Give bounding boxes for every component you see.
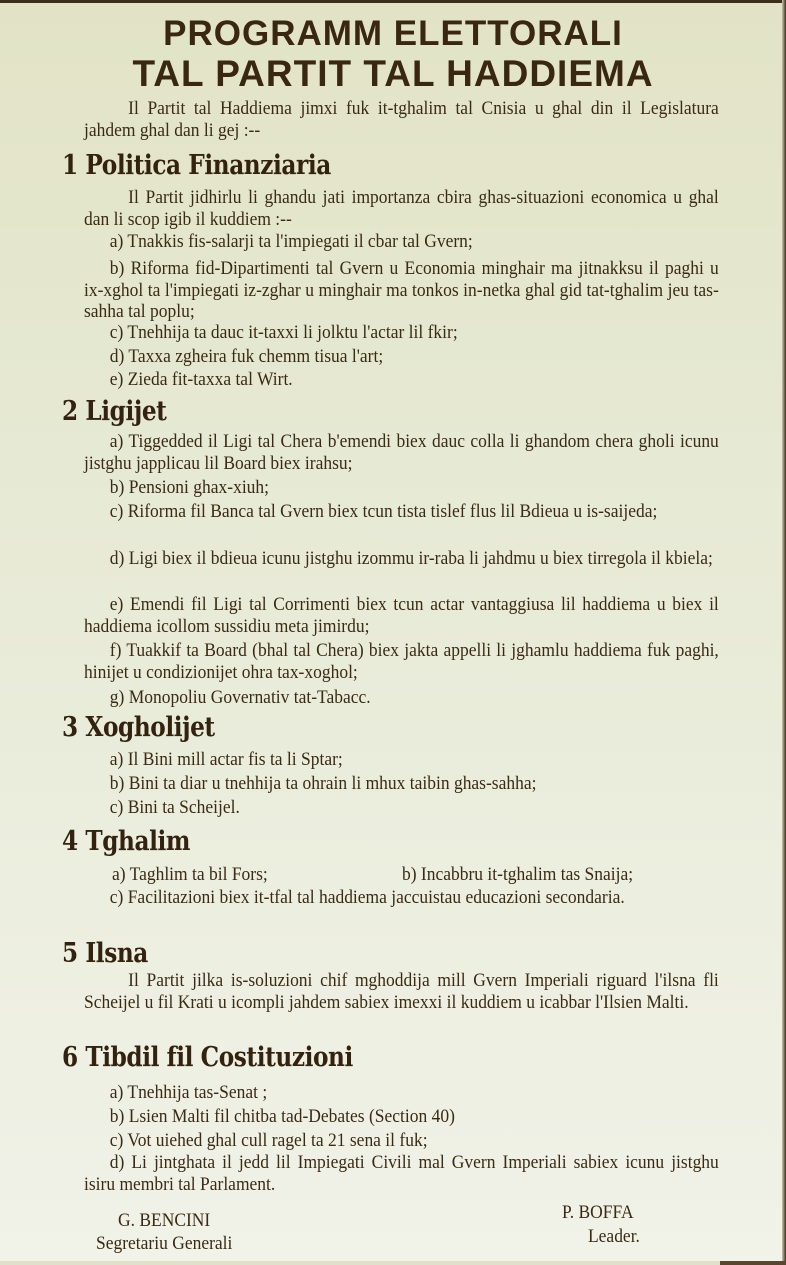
section-5-intro: Il Partit jilka is-soluzioni chif mghoddija mill Gvern Imperiali riguard l'ilsna fli Scheijel u fil Krati u icompli jahdem sabiex imexxi il kuddiem u icabbar l'Ilsien Malti. bbox=[84, 970, 719, 1013]
section-heading-4: 4 Tghalim bbox=[62, 826, 191, 857]
signature-role-leader: Leader. bbox=[588, 1226, 640, 1247]
section-3-item-b: b) Bini ta diar u tnehhija ta ohrain li mhux taibin ghas-sahha; bbox=[109, 773, 537, 794]
signature-name-secretary: G. BENCINI bbox=[118, 1210, 211, 1231]
signature-role-secretary: Segretariu Generali bbox=[96, 1233, 233, 1254]
section-1-item-b: b) Riforma fid-Dipartimenti tal Gvern u Economia minghair ma jitnakksu il paghi u ix-xghol ta l'impiegati iz-zghar u minghair ma tonkos in-netka ghal gid tat-tghalim jeu tas-sahha tal poplu; bbox=[84, 258, 719, 322]
section-1-item-a: a) Tnakkis fis-salarji ta l'impiegati il cbar tal Gvern; bbox=[109, 231, 473, 252]
section-2-item-e: e) Emendi fil Ligi tal Corrimenti biex tcun actar vantaggiusa lil haddiema u biex il haddiema icollom sussidiu meta jimirdu; bbox=[84, 594, 719, 637]
section-2-item-d: d) Ligi biex il bdieua icunu jistghu izommu ir-raba li jahdmu u biex tirregola il kbiela; bbox=[109, 548, 713, 569]
section-6-item-a: a) Tnehhija tas-Senat ; bbox=[109, 1082, 268, 1103]
section-6-item-b: b) Lsien Malti fil chitba tad-Debates (Section 40) bbox=[109, 1106, 455, 1127]
intro-paragraph: Il Partit tal Haddiema jimxi fuk it-tghalim tal Cnisia u ghal din il Legislatura jahdem ghal dan li gej :-- bbox=[84, 98, 719, 141]
section-2-item-g: g) Monopoliu Governativ tat-Tabacc. bbox=[109, 687, 371, 708]
section-heading-2: 2 Ligijet bbox=[62, 396, 167, 427]
section-2-item-b: b) Pensioni ghax-xiuh; bbox=[109, 477, 270, 498]
section-1-intro: Il Partit jidhirlu li ghandu jati importanza cbira ghas-situazioni economica u ghal dan li scop igib il kuddiem :-- bbox=[84, 187, 719, 230]
section-1-item-c: c) Tnehhija ta dauc it-taxxi li jolktu l'actar lil fkir; bbox=[109, 322, 458, 343]
section-4-item-b: b) Incabbru it-tghalim tas Snaija; bbox=[402, 864, 634, 885]
section-1-item-d: d) Taxxa zgheira fuk chemm tisua l'art; bbox=[109, 346, 384, 367]
signature-name-leader: P. BOFFA bbox=[562, 1202, 634, 1223]
bottom-edge bbox=[720, 1261, 786, 1265]
document-title-line2: TAL PARTIT TAL HADDIEMA bbox=[132, 53, 654, 94]
section-3-item-a: a) Il Bini mill actar fis ta li Sptar; bbox=[109, 749, 343, 770]
section-1-item-e: e) Zieda fit-taxxa tal Wirt. bbox=[109, 369, 293, 390]
section-2-item-f: f) Tuakkif ta Board (bhal tal Chera) biex jakta appelli li jghamlu haddiema fuk paghi, hinijet u condizionijet ohra tax-xoghol; bbox=[84, 640, 719, 683]
section-3-item-c: c) Bini ta Scheijel. bbox=[109, 797, 240, 818]
section-heading-5: 5 Ilsna bbox=[62, 938, 148, 969]
section-2-item-c: c) Riforma fil Banca tal Gvern biex tcun tista tislef flus lil Bdieua u is-saijeda; bbox=[109, 501, 658, 522]
section-heading-3: 3 Xogholijet bbox=[62, 712, 215, 743]
document-title-line1: PROGRAMM ELETTORALI bbox=[163, 14, 623, 53]
section-2-item-a: a) Tiggedded il Ligi tal Chera b'emendi biex dauc colla li ghandom chera gholi icunu jistghu japplicau lil Board biex irahsu; bbox=[84, 431, 719, 474]
section-6-item-c: c) Vot uiehed ghal cull ragel ta 21 sena il fuk; bbox=[109, 1130, 428, 1151]
section-6-item-d: d) Li jintghata il jedd lil Impiegati Civili mal Gvern Imperiali sabiex icunu jistghu isiru membri tal Parlament. bbox=[84, 1152, 719, 1195]
section-4-item-a: a) Taghlim ta bil Fors; bbox=[112, 864, 268, 885]
right-border bbox=[782, 0, 786, 1265]
section-heading-6: 6 Tibdil fil Costituzioni bbox=[62, 1042, 353, 1073]
section-4-item-c: c) Facilitazioni biex it-tfal tal haddiema jaccuistau educazioni secondaria. bbox=[109, 887, 625, 908]
section-heading-1: 1 Politica Finanziaria bbox=[62, 150, 331, 181]
